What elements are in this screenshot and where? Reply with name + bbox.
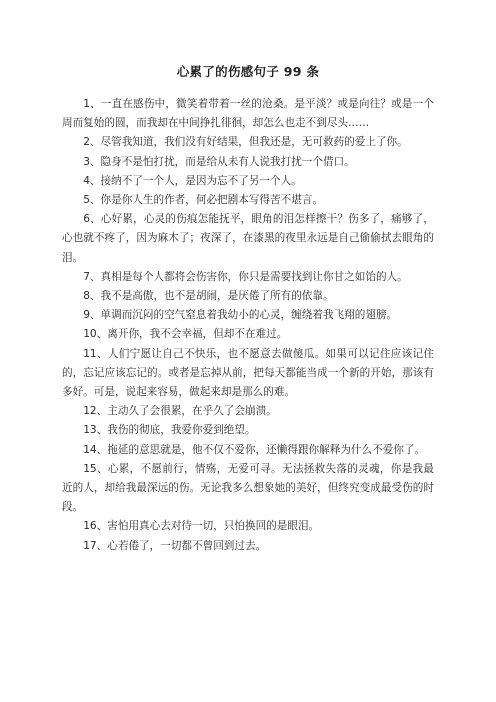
paragraph-3: 3、隐身不是怕打扰，而是给从未有人说我打扰一个借口。: [83, 155, 355, 168]
paragraph-7: 7、真相是每个人都将会伤害你，你只是需要找到让你甘之如饴的人。: [83, 270, 408, 283]
paragraph-1: 1、一直在感伤中，微笑着带着一丝的沧桑。是平淡？或是向往？或是一个周而复始的圆，而我却在中间挣扎徘徊，却怎么也走不到尽头……: [62, 98, 434, 130]
paragraph-5: 5、你是你人生的作者，何必把剧本写得苦不堪言。: [83, 194, 323, 207]
paragraph-17: 17、心若倦了，一切都不曾回到过去。: [83, 539, 267, 552]
paragraph-13: 13、我伤的彻底，我爱你爱到绝望。: [83, 424, 256, 437]
article-body: [62, 95, 434, 556]
paragraph-12: 12、主动久了会很累，在乎久了会崩溃。: [83, 405, 277, 418]
paragraph-11: 11、人们宁愿让自己不快乐，也不愿意去做傻瓜。如果可以记住应该记住的，忘记应该忘记的。或者是忘掉从前，把每天都能当成一个新的开始，那该有多好。可是，说起来容易，做起来却是那么的难。: [62, 347, 434, 399]
paragraph-15: 15、心累，不愿前行，情殇，无爱可寻。无法拯救失落的灵魂，你是我最近的人，却给我最深远的伤。无论我多么想象她的美好，但终究变成最受伤的时段。: [62, 462, 434, 514]
page-title: 心累了的伤感句子 99 条: [176, 64, 320, 79]
paragraph-16: 16、害怕用真心去对待一切，只怕换回的是眼泪。: [83, 520, 320, 533]
paragraph-8: 8、我不是高傲，也不是胡闹，是厌倦了所有的依靠。: [83, 290, 334, 303]
paragraph-9: 9、单调而沉闷的空气窒息着我幼小的心灵，缠绕着我飞翔的翅膀。: [83, 309, 398, 322]
paragraph-6: 6、心好累，心灵的伤痕怎能抚平，眼角的泪怎样擦干？伤多了，痛够了，心也就不疼了，因为麻木了；夜深了，在漆黑的夜里永远是自己偷偷拭去眼角的泪。: [62, 213, 434, 264]
paragraph-4: 4、接纳不了一个人，是因为忘不了另一个人。: [83, 174, 302, 187]
paragraph-10: 10、离开你，我不会幸福，但却不在难过。: [83, 328, 288, 341]
paragraph-14: 14、拖延的意思就是，他不仅不爱你，还懒得跟你解释为什么不爱你了。: [83, 443, 426, 456]
paragraph-2: 2、尽管我知道，我们没有好结果，但我还是，无可救药的爱上了你。: [83, 136, 408, 149]
